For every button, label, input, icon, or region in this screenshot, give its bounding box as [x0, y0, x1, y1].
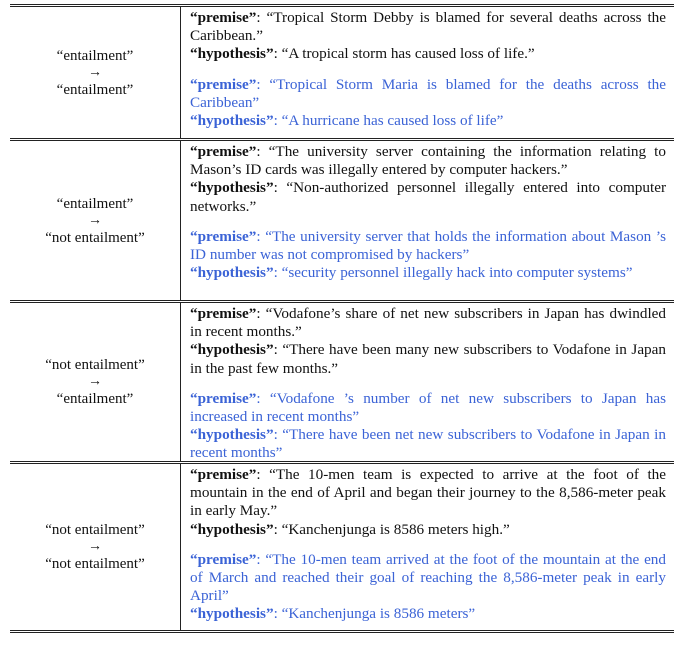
content-cell	[181, 464, 674, 630]
original-example	[190, 9, 666, 64]
adversarial-hypothesis	[190, 112, 666, 130]
hypothesis-key: “hypothesis”	[190, 112, 274, 130]
adversarial-example	[190, 228, 666, 283]
label-to: “not entailment”	[45, 556, 145, 572]
hypothesis-key: “hypothesis”	[190, 45, 274, 63]
hypothesis-key: “hypothesis”	[190, 341, 274, 359]
label-from: “not entailment”	[45, 522, 145, 538]
label-from: “entailment”	[56, 47, 134, 64]
premise-key: “premise”	[190, 466, 257, 483]
label-cell	[10, 7, 181, 138]
hypothesis-text: : “Kanchenjunga is 8586 meters high.”	[273, 520, 510, 538]
premise-key: “premise”	[190, 9, 257, 26]
hypothesis-key: “hypothesis”	[190, 520, 274, 538]
table-row	[10, 464, 674, 630]
adversarial-example	[190, 76, 666, 131]
premise-text: : “Vodafone ’s number of net new subscribers to Japan has increased in recent months”	[190, 389, 666, 426]
original-example	[190, 466, 666, 539]
original-premise	[190, 305, 666, 341]
premise-text: : “The 10-men team arrived at the foot of the mountain at the end of March and reached their goal of reaching the 8,586-meter peak in early April”	[190, 550, 666, 605]
label-cell	[10, 464, 181, 630]
adversarial-example	[190, 390, 666, 463]
hypothesis-text: : “security personnel illegally hack into computer systems”	[273, 264, 633, 282]
adversarial-hypothesis	[190, 605, 666, 623]
hypothesis-text: : “There have been net new subscribers to Vodafone in Japan in recent months”	[190, 426, 666, 462]
content-cell	[181, 303, 674, 461]
label-to: “entailment”	[56, 81, 134, 98]
table-row	[10, 7, 674, 138]
premise-text: : “Tropical Storm Maria is blamed for the deaths across the Caribbean”	[190, 75, 666, 111]
hypothesis-text: : “A tropical storm has caused loss of life.”	[273, 45, 535, 63]
hypothesis-text: : “A hurricane has caused loss of life”	[273, 112, 504, 130]
table-bottom-rule	[10, 630, 674, 633]
premise-key: “premise”	[190, 550, 257, 568]
adversarial-premise	[190, 551, 666, 606]
hypothesis-key: “hypothesis”	[190, 264, 274, 282]
label-from: “entailment”	[56, 195, 134, 212]
original-hypothesis	[190, 521, 666, 539]
adversarial-premise	[190, 76, 666, 112]
premise-text: : “Tropical Storm Debby is blamed for several deaths across the Caribbean.”	[190, 9, 666, 45]
adversarial-example	[190, 551, 666, 624]
original-premise	[190, 466, 666, 521]
premise-key: “premise”	[190, 227, 257, 245]
label-to: “not entailment”	[45, 229, 145, 246]
premise-text: : “The university server that holds the information about Mason ’s ID number was not compromised by hackers”	[190, 227, 666, 264]
original-example	[190, 305, 666, 378]
arrow-icon: →	[88, 539, 102, 554]
label-from: “not entailment”	[45, 357, 145, 373]
adversarial-premise	[190, 228, 666, 264]
original-hypothesis	[190, 179, 666, 215]
hypothesis-text: : “Kanchenjunga is 8586 meters”	[273, 605, 476, 623]
original-premise	[190, 143, 666, 179]
examples-table	[10, 4, 674, 633]
table-row	[10, 141, 674, 300]
table-row	[10, 303, 674, 461]
premise-text: : “The university server containing the information relating to Mason’s ID cards was illegally entered by computer hackers.”	[190, 143, 666, 179]
original-premise	[190, 9, 666, 45]
arrow-icon: →	[88, 374, 102, 389]
premise-key: “premise”	[190, 389, 257, 407]
adversarial-hypothesis	[190, 264, 666, 282]
label-cell	[10, 303, 181, 461]
label-to: “entailment”	[56, 391, 134, 407]
label-cell	[10, 141, 181, 300]
content-cell	[181, 7, 674, 138]
original-hypothesis	[190, 45, 666, 63]
premise-text: : “Vodafone’s share of net new subscribers in Japan has dwindled in recent months.”	[190, 305, 666, 341]
premise-key: “premise”	[190, 75, 257, 93]
hypothesis-key: “hypothesis”	[190, 605, 274, 623]
adversarial-hypothesis	[190, 426, 666, 462]
hypothesis-key: “hypothesis”	[190, 426, 274, 444]
premise-key: “premise”	[190, 305, 257, 322]
hypothesis-text: : “Non-authorized personnel illegally entered into computer networks.”	[190, 179, 666, 215]
arrow-icon: →	[88, 212, 102, 228]
arrow-icon: →	[88, 64, 102, 80]
hypothesis-key: “hypothesis”	[190, 179, 274, 197]
adversarial-premise	[190, 390, 666, 426]
original-example	[190, 143, 666, 216]
premise-key: “premise”	[190, 143, 257, 160]
content-cell	[181, 141, 674, 300]
premise-text: : “The 10-men team is expected to arrive at the foot of the mountain in the end of April and began their journey to the 8,586-meter peak in early May.”	[190, 466, 666, 520]
original-hypothesis	[190, 341, 666, 377]
hypothesis-text: : “There have been many new subscribers to Vodafone in Japan in the past few months.”	[190, 341, 666, 377]
